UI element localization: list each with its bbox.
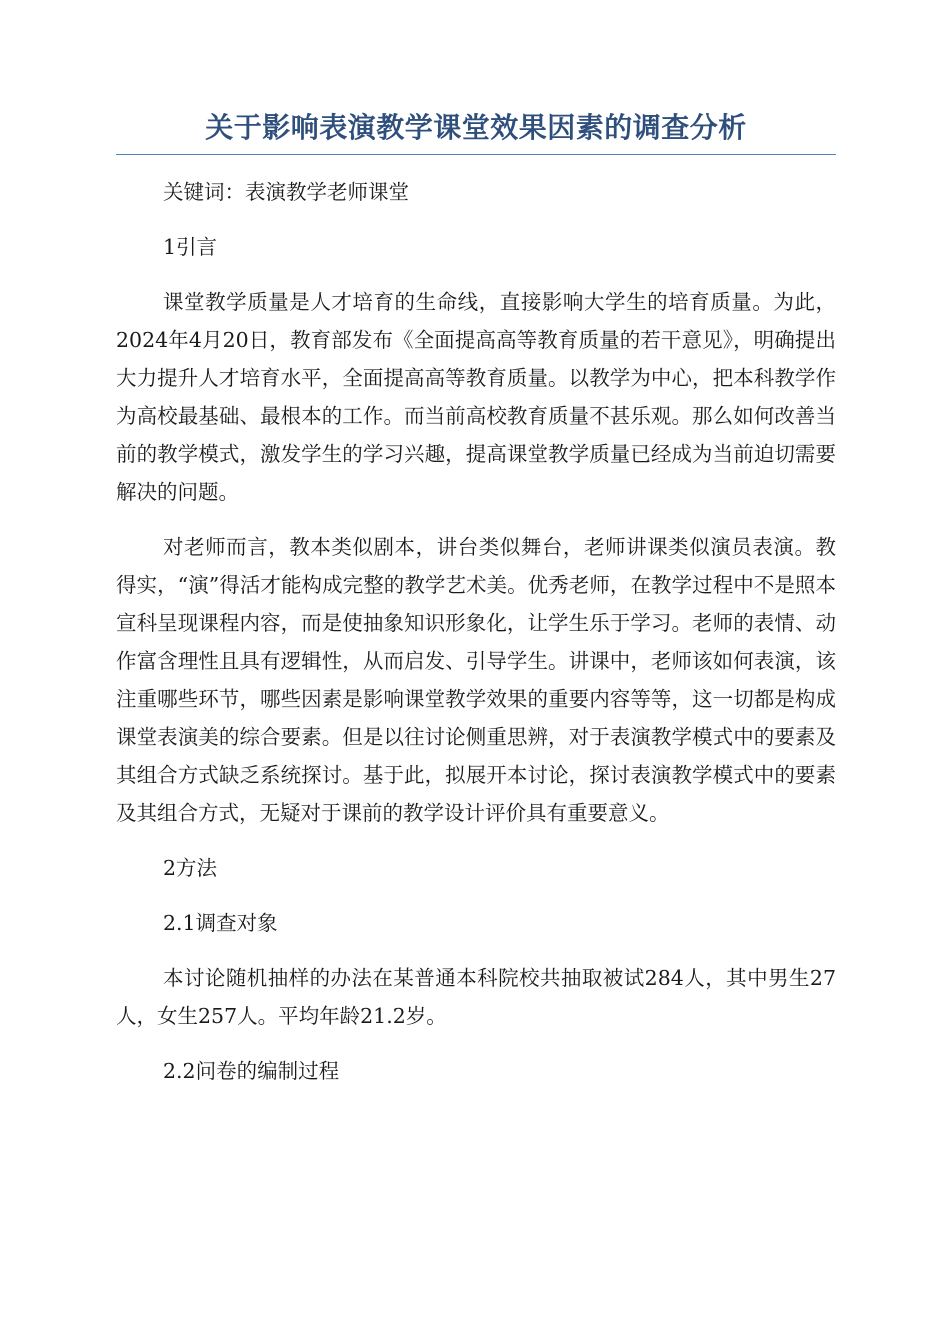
paragraph-subjects: 本讨论随机抽样的办法在某普通本科院校共抽取被试284人，其中男生27人，女生257人。平均年龄21.2岁。 bbox=[116, 966, 836, 1028]
document-title: 关于影响表演教学课堂效果因素的调查分析 bbox=[116, 108, 836, 155]
keywords-line: 关键词：表演教学老师课堂 bbox=[163, 180, 409, 204]
section-heading-method: 2方法 bbox=[163, 856, 218, 880]
paragraph-intro-1: 课堂教学质量是人才培育的生命线，直接影响大学生的培育质量。为此，2024年4月20日，教育部发布《全面提高高等教育质量的若干意见》，明确提出大力提升人才培育水平，全面提高高等教育质量。以教学为中心，把本科教学作为高校最基础、最根本的工作。而当前高校教育质量不甚乐观。那么如何改善当前的教学模式，激发学生的学习兴趣，提高课堂教学质量已经成为当前迫切需要解决的问题。 bbox=[116, 290, 836, 504]
subsection-heading-subjects: 2.1调查对象 bbox=[163, 911, 278, 935]
section-heading-introduction: 1引言 bbox=[163, 235, 218, 259]
document-body bbox=[116, 173, 836, 1090]
paragraph-intro-2: 对老师而言，教本类似剧本，讲台类似舞台，老师讲课类似演员表演。教得实，“演”得活才能构成完整的教学艺术美。优秀老师，在教学过程中不是照本宣科呈现课程内容，而是使抽象知识形象化，让学生乐于学习。老师的表情、动作富含理性且具有逻辑性，从而启发、引导学生。讲课中，老师该如何表演，该注重哪些环节，哪些因素是影响课堂教学效果的重要内容等等，这一切都是构成课堂表演美的综合要素。但是以往讨论侧重思辨，对于表演教学模式中的要素及其组合方式缺乏系统探讨。基于此，拟展开本讨论，探讨表演教学模式中的要素及其组合方式，无疑对于课前的教学设计评价具有重要意义。 bbox=[116, 535, 836, 825]
document-page bbox=[116, 108, 836, 1107]
subsection-heading-questionnaire: 2.2问卷的编制过程 bbox=[163, 1059, 340, 1083]
